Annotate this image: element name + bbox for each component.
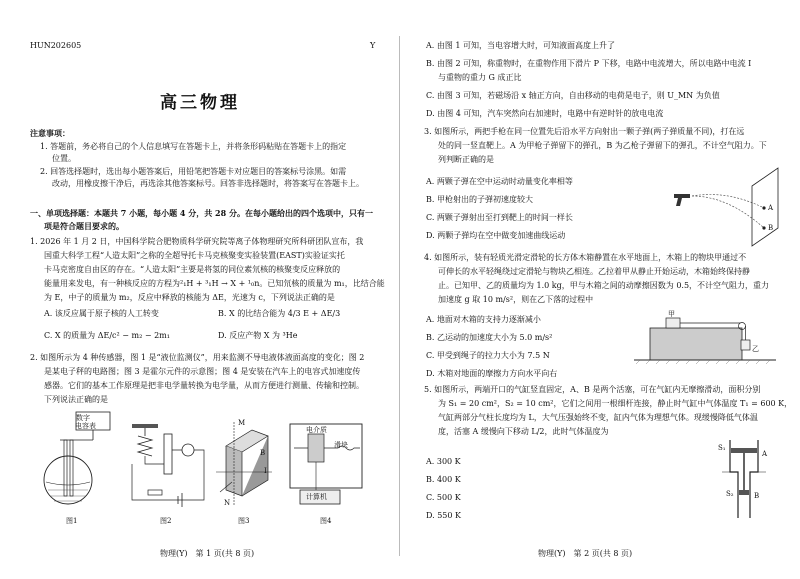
- figure-4-caption: 图4: [320, 517, 332, 525]
- q5-s1-label: S₁: [718, 444, 726, 452]
- figure-3-caption: 图3: [238, 517, 250, 525]
- q5-b-label: B: [754, 492, 760, 500]
- page-title: 高三物理: [160, 93, 240, 113]
- q3-text: 处的同一竖直靶上。A 为甲枪子弹留下的弹孔，B 为乙枪子弹留下的弹孔，不计空气阻力。下: [438, 141, 767, 150]
- q2-option-c: C. 由图 3 可知，若磁场沿 x 轴正方向，自由移动的电荷是电子，则 U_MN 为负值: [426, 91, 720, 100]
- q2-option-b: B. 由图 2 可知，称重物时，在重物作用下滑片 P 下移，电路中电流增大，所以电路中电流 I: [426, 59, 752, 68]
- q4-option-d: D. 木箱对地面的摩擦力方向水平向右: [426, 369, 558, 378]
- q5-option-b: B. 400 K: [426, 475, 461, 484]
- q4-text: 止。已知甲、乙的质量均为 1.0 kg，甲与木箱之间的动摩擦因数为 0.5，不计空气阻力，重力: [438, 281, 770, 290]
- q1-text: 国重大科学工程“人造太阳”之称的全超导托卡马克核聚变实验装置(EAST)实验证实托: [44, 251, 345, 260]
- q3-text: 列判断正确的是: [438, 155, 494, 164]
- q3-hole-a-label: A: [768, 204, 774, 212]
- figure-1-caption: 图1: [66, 517, 78, 525]
- q5-text: 度，活塞 A 缓慢向下移动 L/2，此时气体温度为: [438, 427, 609, 436]
- q1-text: 能量用来发电，有一种核反应的方程为²₁H + ³₁H → X + ¹₀n。已知氘核的质量为 m₁，比结合能: [44, 279, 385, 288]
- notice-line: 位置。: [52, 154, 76, 163]
- q2-text: 2. 如图所示为 4 种传感器，图 1 是“液位监测仪”，用来监测不导电液体液面高度的变化；图 2: [30, 353, 365, 362]
- notice-line: 2. 回答选择题时，选出每小题答案后，用铅笔把答题卡对应题目的答案标号涂黑。如需: [40, 167, 347, 176]
- q4-text: 可伸长的水平轻绳绕过定滑轮与物块乙相连。乙拉着甲从静止开始运动，木箱始终保持静: [438, 267, 750, 276]
- header-code: HUN202605: [30, 41, 82, 50]
- q5-option-d: D. 550 K: [426, 511, 462, 520]
- figure-3-label-n: N: [224, 499, 231, 507]
- q2-text: 下列说法正确的是: [44, 395, 108, 404]
- figure-4-computer-label: 计算机: [306, 493, 327, 501]
- q3-option-d: D. 两颗子弹均在空中做变加速曲线运动: [426, 231, 566, 240]
- q5-text: 为 S₁ = 20 cm²，S₂ = 10 cm²，它们之间用一根细杆连接，静止时气缸中气体温度 T₁ = 600 K，: [438, 399, 793, 408]
- q5-a-label: A: [762, 450, 768, 458]
- q1-option-a: A. 该反应属于原子核的人工转变: [44, 309, 159, 318]
- q4-block-jia-label: 甲: [668, 310, 675, 318]
- section-heading: 一、单项选择题：本题共 7 小题，每小题 4 分，共 28 分。在每小题给出的四个选项中，只有一: [30, 208, 373, 218]
- q2-text: 是某电子秤的电路图；图 3 是霍尔元件的示意图；图 4 是安装在汽车上的电容式加速度传: [44, 367, 361, 376]
- page-2-footer: 物理(Y) 第 2 页(共 8 页): [538, 549, 633, 558]
- q2-text: 感器。它们的基本工作原理是把非电学量转换为电学量，从而方便进行测量、传输和控制。: [44, 381, 364, 390]
- q1-text: 为 E，中子的质量为 m₂，反应中释放的核能为 ΔE，光速为 c，下列说法正确的是: [44, 293, 335, 302]
- q1-option-b: B. X 的比结合能为 4/3 E + ΔE/3: [218, 309, 341, 318]
- q3-text: 3. 如图所示，两把手枪在同一位置先后沿水平方向射出一颗子弹(两子弹质量不同)，打在远: [424, 127, 745, 136]
- q2-option-a: A. 由图 1 可知，当电容增大时，可知液面高度上升了: [426, 41, 616, 50]
- q4-option-a: A. 地面对木箱的支持力逐渐减小: [426, 315, 541, 324]
- q1-text: 1. 2026 年 1 月 2 日，中国科学院合肥物质科学研究院等离子体物理研究所科研团队宣布，我: [30, 237, 364, 246]
- figure-1-meter-label: 电容表: [75, 422, 96, 430]
- q4-block-yi-label: 乙: [752, 345, 759, 353]
- q5-option-a: A. 300 K: [426, 457, 461, 466]
- q3-hole-b-label: B: [768, 224, 774, 232]
- q5-s2-label: S₂: [726, 490, 734, 498]
- q1-text: 卡马克密度自由区的存在。“人造太阳”主要是将氢的同位素氘核的核聚变反应释放的: [44, 265, 341, 274]
- q5-option-c: C. 500 K: [426, 493, 461, 502]
- q5-text: 气缸两部分气柱长度均为 L，大气压强始终不变，缸内气体为理想气体。现缓慢降低气体温: [438, 413, 758, 422]
- notice-line: 改动，用橡皮擦干净后，再选涂其他答案标号。回答非选择题时，将答案写在答题卡上。: [52, 179, 364, 188]
- figure-1-meter-label: 数字: [76, 414, 90, 422]
- q4-option-c: C. 甲受到绳子的拉力大小为 7.5 N: [426, 351, 550, 360]
- figure-2-diagram: [128, 420, 210, 512]
- page-1-footer: 物理(Y) 第 1 页(共 8 页): [160, 549, 255, 558]
- q3-option-b: B. 甲枪射出的子弹初速度较大: [426, 195, 533, 204]
- section-heading: 项是符合题目要求的。: [44, 221, 124, 231]
- figure-3-label-b: B: [260, 449, 266, 457]
- figure-3-label-i: I: [264, 467, 267, 475]
- figure-3-label-m: M: [238, 419, 246, 427]
- q3-option-c: C. 两颗子弹射出至打到靶上的时间一样长: [426, 213, 573, 222]
- figure-4-slider-label: 滑块: [334, 441, 348, 449]
- q4-box-pulley-figure: [630, 306, 780, 368]
- header-mark: Y: [370, 41, 376, 50]
- page-2: [400, 0, 800, 579]
- q2-option-d: D. 由图 4 可知，汽车突然向右加速时，电路中有逆时针的放电电流: [426, 109, 664, 118]
- q1-option-d: D. 反应产物 X 为 ³He: [218, 331, 298, 340]
- figure-2-caption: 图2: [160, 517, 172, 525]
- q4-text: 加速度 g 取 10 m/s²，则在乙下落的过程中: [438, 295, 594, 304]
- q3-option-a: A. 两颗子弹在空中运动时动量变化率相等: [426, 177, 573, 186]
- q1-option-c: C. X 的质量为 ΔE/c² − m₂ − 2m₁: [44, 331, 170, 340]
- q5-text: 5. 如图所示，两端开口的气缸竖直固定，A、B 是两个活塞，可在气缸内无摩擦滑动，面积分别: [424, 385, 761, 394]
- q2-option-b: 与重物的重力 G 成正比: [438, 73, 522, 82]
- q4-option-b: B. 乙运动的加速度大小为 5.0 m/s²: [426, 333, 553, 342]
- notice-line: 1. 答题前，务必将自己的个人信息填写在答题卡上，并将条形码粘贴在答题卡上的指定: [40, 142, 347, 151]
- notice-heading: 注意事项：: [30, 128, 70, 138]
- q4-text: 4. 如图所示，装有轻质光滑定滑轮的长方体木箱静置在水平地面上，木箱上的物块甲通过不: [424, 253, 747, 262]
- figure-4-dielectric-label: 电介质: [306, 426, 327, 434]
- figure-3-diagram: [212, 416, 276, 512]
